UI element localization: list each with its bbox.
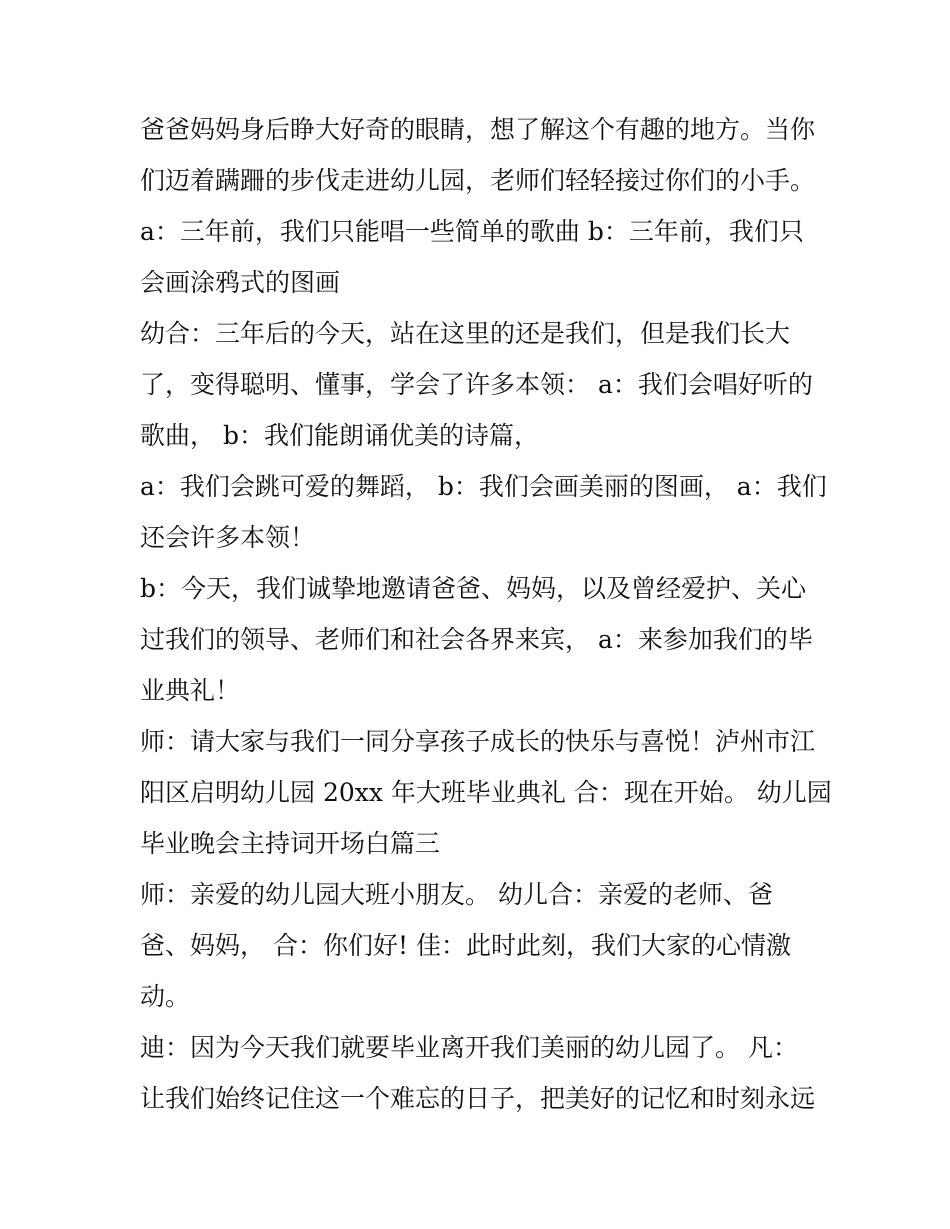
text-line: 们迈着蹒跚的步伐走进幼儿园，老师们轻轻接过你们的小手。	[140, 166, 816, 195]
text-line: b：今天，我们诚挚地邀请爸爸、妈妈，以及曾经爱护、关心	[140, 574, 807, 603]
text-line: 师：请大家与我们一同分享孩子成长的快乐与喜悦！泸州市江	[140, 727, 816, 756]
text-line: 过我们的领导、老师们和社会各界来宾， a：来参加我们的毕	[140, 625, 813, 654]
text-line: 爸、妈妈， 合：你们好! 佳：此时此刻，我们大家的心情激	[140, 931, 791, 960]
text-line: 爸爸妈妈身后睁大好奇的眼睛，想了解这个有趣的地方。当你	[140, 115, 816, 144]
text-line: 毕业晚会主持词开场白篇三	[140, 829, 441, 858]
text-line: 业典礼！	[140, 676, 241, 705]
text-line: 了，变得聪明、懂事，学会了许多本领： a：我们会唱好听的	[140, 370, 813, 399]
text-line: 歌曲， b：我们能朗诵优美的诗篇，	[140, 421, 539, 450]
text-line: 迪：因为今天我们就要毕业离开我们美丽的幼儿园了。 凡：	[140, 1033, 798, 1062]
text-line: 还会许多本领！	[140, 523, 316, 552]
text-line: 让我们始终记住这一个难忘的日子，把美好的记忆和时刻永远	[140, 1084, 816, 1113]
text-line: 师：亲爱的幼儿园大班小朋友。 幼儿合：亲爱的老师、爸	[140, 880, 773, 909]
text-line: a：我们会跳可爱的舞蹈， b：我们会画美丽的图画， a：我们	[140, 472, 827, 501]
document-body	[140, 104, 840, 1124]
text-line: a：三年前，我们只能唱一些简单的歌曲 b：三年前，我们只	[140, 217, 804, 246]
text-line: 幼合：三年后的今天，站在这里的还是我们，但是我们长大	[140, 319, 791, 348]
text-line: 会画涂鸦式的图画	[140, 268, 341, 297]
text-line: 阳区启明幼儿园 20xx 年大班毕业典礼 合：现在开始。 幼儿园	[140, 778, 832, 807]
text-line: 动。	[140, 982, 191, 1011]
